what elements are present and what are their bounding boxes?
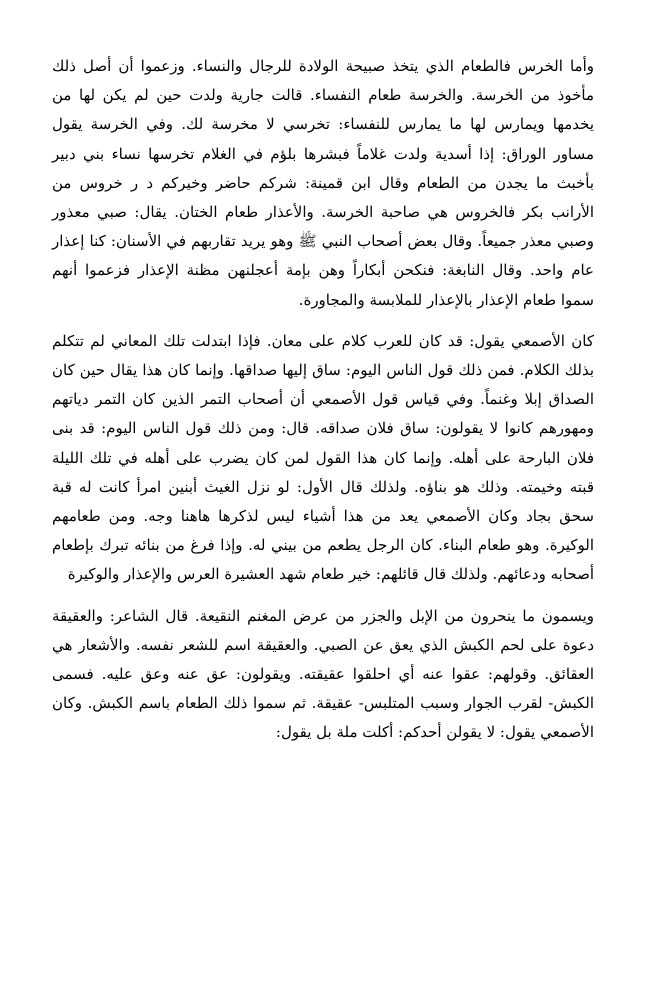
document-page [52,52,594,748]
paragraph-asmai: كان الأصمعي يقول: قد كان للعرب كلام على معان. فإذا ابتدلت تلك المعاني لم تتكلم بذلك الكلام. فمن ذلك قول الناس اليوم: ساق إليها صداقها. وإنما كان هذا يقال حين كان الصداق إبلا وغنماً. وفي قياس قول الأصمعي أن أصحاب التمر الذين كان التمر دياتهم ومهورهم كانوا لا يقولون: ساق فلان صداقه. قال: ومن ذلك قول الناس اليوم: قد بنى فلان البارحة على أهله. وإنما كان هذا القول لمن كان يضرب على أهله في تلك الليلة قبته وخيمته. وذلك هو بناؤه. ولذلك قال الأول: لو نزل الغيث أبنين امرأ كانت له قبة سحق بجاد وكان الأصمعي يعد من هذا أشياء ليس لذكرها هاهنا وجه. ومن طعامهم الوكيرة. وهو طعام البناء. كان الرجل يطعم من بيني له. وإذا فرغ من بنائه تبرك بإطعام أصحابه ودعائهم. ولذلك قال قائلهم: خير طعام شهد العشيرة العرس والإعذار والوكيرة [52,331,594,584]
paragraph-naqia: ويسمون ما ينحرون من الإبل والجزر من عرض المغنم النقيعة. قال الشاعر: والعقيقة دعوة على لحم الكبش الذي يعق عن الصبي. والعقيقة اسم للشعر نفسه. والأشعار هي العقائق. وقولهم: عقوا عنه أي احلقوا عقيقته. ويقولون: عق عنه وعق عليه. فسمى الكبش- لقرب الجوار وسبب المتلبس- عقيقة. ثم سموا ذلك الطعام باسم الكبش. وكان الأصمعي يقول: لا يقولن أحدكم: أكلت ملة بل يقول: [52,606,594,742]
paragraph-khurs: وأما الخرس فالطعام الذي يتخذ صبيحة الولادة للرجال والنساء. وزعموا أن أصل ذلك مأخوذ من الخرسة. والخرسة طعام النفساء. قالت جارية ولدت حين لم يكن لها من يخدمها ويمارس لها ما يمارس للنفساء: تخرسي لا مخرسة لك. وفي الخرسة يقول مساور الوراق: إذا أسدية ولدت غلاماً فبشرها بلؤم في الغلام تخرسها نساء بني دبير بأخبث ما يجدن من الطعام وقال ابن قمينة: شركم حاضر وخيركم د ر خروس من الأرانب بكر فالخروس هي صاحبة الخرسة. والأعذار طعام الختان. يقال: صبي معذور وصبي معذر جميعاً. وقال بعض أصحاب النبي ﷺ وهو يريد تقاربهم في الأسنان: كنا إعذار عام واحد. وقال النابغة: فنكحن أبكاراً وهن بإمة أعجلنهن مظنة الإعذار فزعموا أنهم سموا طعام الإعذار بالإعذار للملابسة والمجاورة. [52,57,594,309]
